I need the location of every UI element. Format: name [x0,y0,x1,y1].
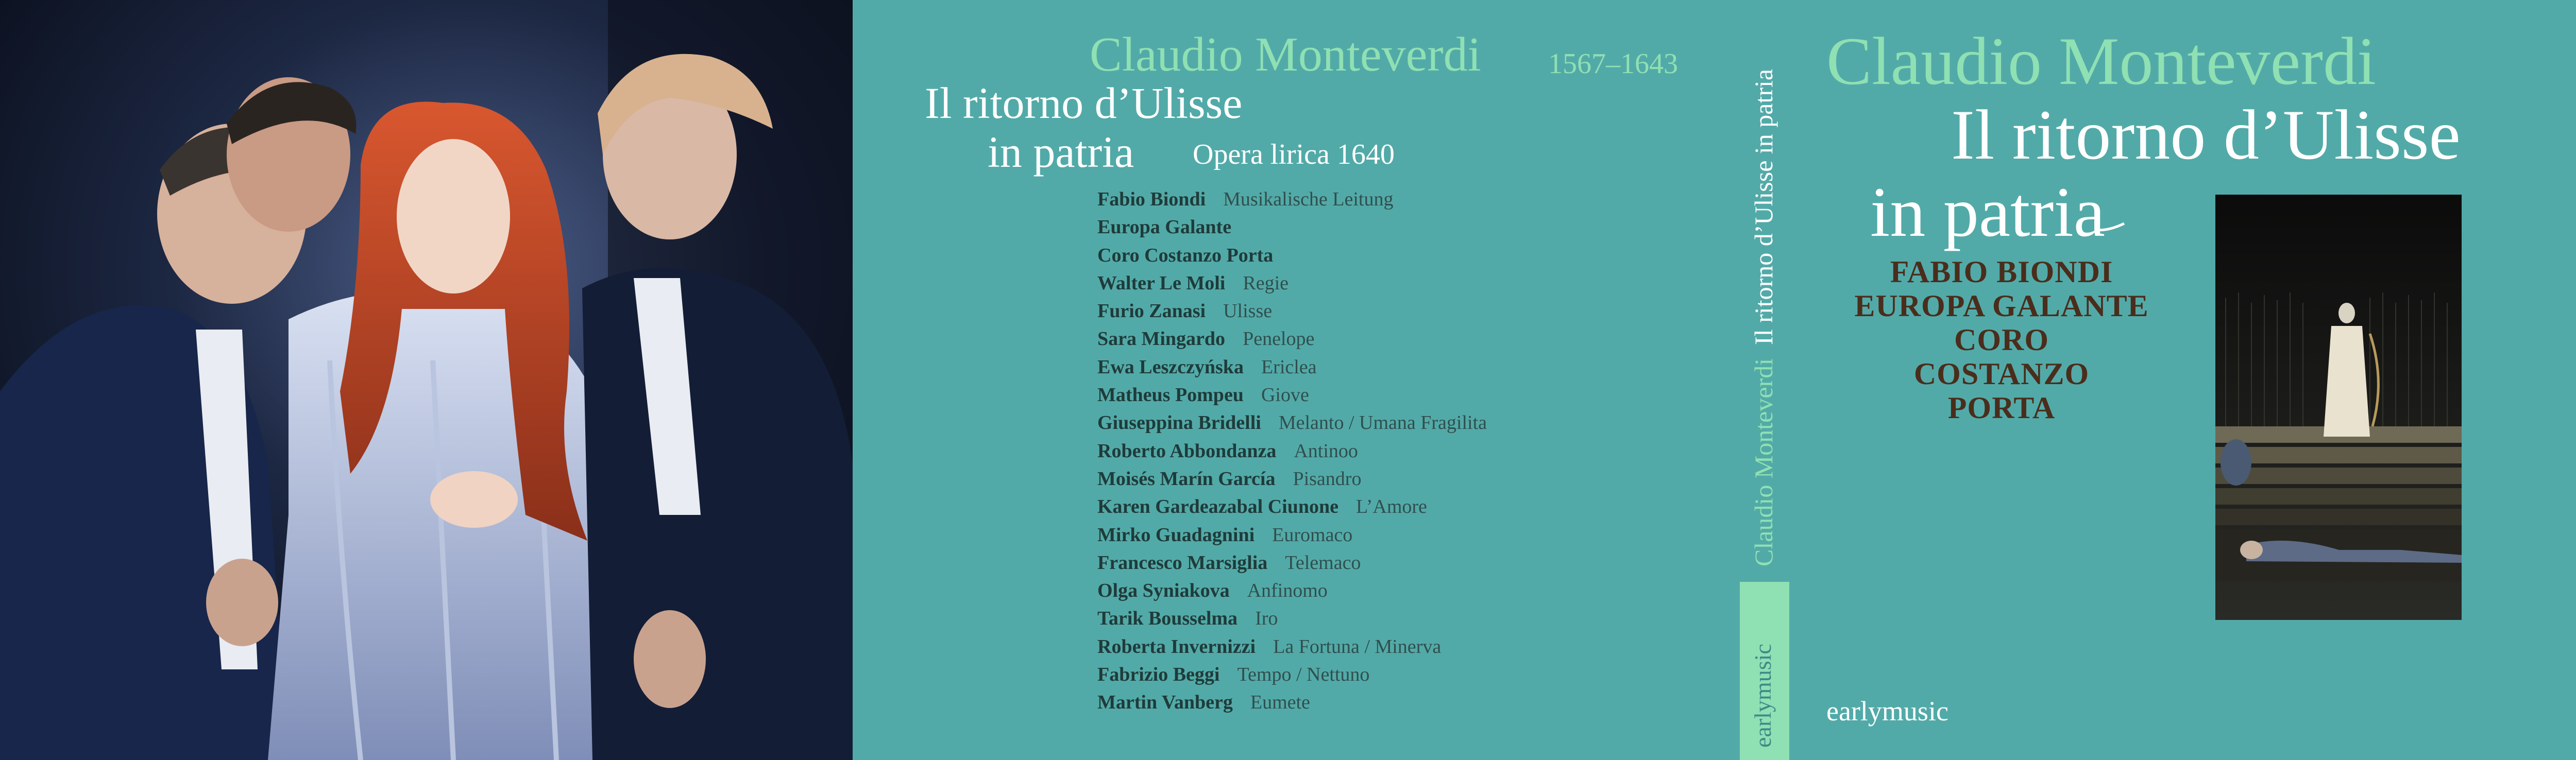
credit-role: Melanto / Umana Fragilita [1278,412,1487,434]
credit-name: Francesco Marsiglia [1097,551,1268,574]
credit-row [1097,269,1726,297]
front-performers [1832,255,2172,425]
credit-name: Ewa Leszczyńska [1097,356,1244,378]
front-cover [1790,0,2576,760]
back-title-line2: in patria [988,127,1134,177]
credit-name: Walter Le Moli [1097,272,1226,294]
credit-name: Mirko Guadagnini [1097,524,1255,546]
back-composer: Claudio Monteverdi [1090,28,1481,81]
back-composer-dates: 1567–1643 [1548,48,1678,80]
credit-row [1097,549,1726,577]
credit-name: Karen Gardeazabal Ciunone [1097,496,1338,518]
front-title-line2: in patria [1870,172,2105,251]
credit-role: Telemaco [1285,551,1361,574]
credit-row [1097,213,1726,241]
performer-line: COSTANZO [1913,357,2090,391]
front-title-line1: Il ritorno d’Ulisse [1951,95,2461,174]
performer-line: PORTA [1947,391,2056,425]
credit-row [1097,297,1726,325]
credit-role: Ericlea [1261,356,1317,378]
credit-role: Pisandro [1293,468,1362,490]
credit-name: Roberto Abbondanza [1097,440,1277,462]
credit-name: Furio Zanasi [1097,300,1206,322]
spine [1736,0,1790,760]
back-cover [853,0,1736,760]
credit-row [1097,493,1726,521]
credit-name: Olga Syniakova [1097,580,1230,602]
credit-row [1097,409,1726,437]
credit-row [1097,185,1726,213]
spine-composer: Claudio Monteverdi [1749,358,1778,566]
credit-name: Fabio Biondi [1097,188,1206,210]
credit-role: La Fortuna / Minerva [1273,635,1442,658]
credit-row [1097,688,1726,716]
credit-role: Tempo / Nettuno [1237,664,1370,686]
credit-role: Giove [1261,384,1309,406]
credit-role: Anfinomo [1247,580,1328,602]
spine-label-block [1740,582,1789,760]
flourish-ornament [2094,221,2125,232]
credit-row [1097,241,1726,269]
credit-role: Penelope [1243,328,1315,350]
credit-name: Coro Costanzo Porta [1097,244,1274,266]
spine-label-text: earlymusic [1750,644,1776,748]
credit-role: Euromaco [1272,524,1353,546]
credit-row [1097,353,1726,381]
spine-title: Il ritorno d’Ulisse in patria [1749,68,1778,345]
credit-row [1097,325,1726,353]
credit-name: Europa Galante [1097,216,1232,238]
credit-role: L’Amore [1356,496,1427,518]
credit-row [1097,661,1726,688]
performer-line: EUROPA GALANTE [1854,289,2149,323]
front-label: earlymusic [1826,696,1948,727]
credit-row [1097,381,1726,409]
credit-row [1097,633,1726,661]
credit-role: Iro [1255,608,1278,630]
front-stage-photo [2215,195,2462,620]
performer-line: CORO [1954,323,2049,357]
credit-role: Eumete [1250,692,1310,714]
credit-row [1097,465,1726,493]
back-title-line1: Il ritorno d’Ulisse [925,78,1243,128]
credit-role: Ulisse [1223,300,1273,322]
credit-row [1097,437,1726,465]
credit-name: Matheus Pompeu [1097,384,1244,406]
credit-row [1097,521,1726,549]
credit-row [1097,577,1726,604]
stage-photo [0,0,853,760]
credit-name: Tarik Bousselma [1097,608,1238,630]
credit-name: Martin Vanberg [1097,692,1233,714]
credit-role: Regie [1243,272,1289,294]
credit-name: Fabrizio Beggi [1097,664,1220,686]
front-composer: Claudio Monteverdi [1826,23,2376,99]
credit-role: Musikalische Leitung [1223,188,1394,210]
credit-row [1097,604,1726,632]
credit-name: Roberta Invernizzi [1097,635,1256,658]
back-subtitle: Opera lirica 1640 [1193,139,1395,170]
credits-list [1097,185,1726,717]
stage-scene-illustration [2215,195,2462,620]
credit-name: Moisés Marín García [1097,468,1276,490]
spine-text [1740,26,1787,566]
credit-name: Giuseppina Bridelli [1097,412,1261,434]
credit-name: Sara Mingardo [1097,328,1226,350]
stage-photo-illustration [0,0,853,760]
performer-line: FABIO BIONDI [1890,255,2113,289]
credit-role: Antinoo [1294,440,1358,462]
